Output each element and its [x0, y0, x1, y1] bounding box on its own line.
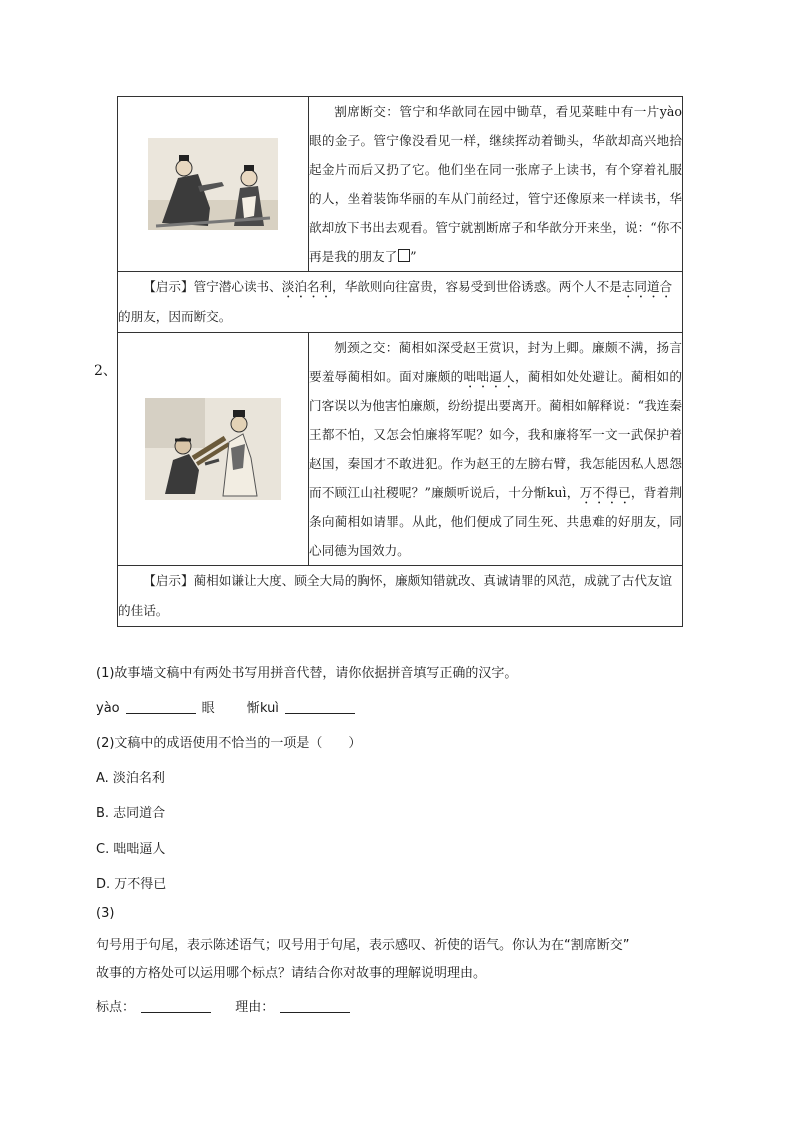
question-3-answers: [96, 996, 356, 1015]
story2-hint-row: [118, 566, 683, 627]
q3-reason-blank[interactable]: [280, 1000, 350, 1013]
q3-punct-blank[interactable]: [141, 1000, 211, 1013]
question-3-line1: 句号用于句尾，表示陈述语气；叹号用于句尾，表示感叹、祈使的语气。你认为在“割席断交”: [96, 938, 630, 953]
story1-part2: 眼的金子。管宁像没看见一样，继续挥动着锄头，华歆却高兴地拾起金片而后又扔了它。他们坐在同一张席子上读书，有个穿着礼服的人，坐着装饰华丽的车从门前经过，管宁还像原来一样读书，华歆却放下书出去观看。管宁就割断席子和华歆分开来坐，说：“你不再是我的朋友了: [309, 133, 682, 264]
story1-hint-part-c: 的朋友，因而断交。: [118, 309, 232, 324]
story2-text: [309, 333, 683, 566]
q3-reason-label: 理由：: [235, 1000, 275, 1015]
story2-illustration: [145, 398, 281, 500]
question-1-prompt: (1)故事墙文稿中有两处书写用拼音代替，请你依据拼音填写正确的汉字。: [96, 666, 518, 681]
idiom-wanbu-deyi: 万不得已: [579, 485, 631, 500]
idiom-duoduo-biren: 咄咄逼人: [463, 369, 515, 384]
story1-row: [118, 97, 683, 272]
question-1-answers: [96, 697, 361, 716]
section-number: 2、: [94, 363, 117, 379]
story2-part2: ，蔺相如处处避让。蔺相如的门客误以为他害怕廉颇，纷纷提出要离开。蔺相如解释说：“我连秦王都不怕，又怎会怕廉将军呢？如今，我和廉将军一文一武保护着赵国，秦国才不敢进犯。作为赵王的左膀右臂，我怎能因私人恩怨而不顾江山社稷呢？”廉颇听说后，十分惭: [309, 369, 683, 500]
story2-part4: ，背着荆条向蔺相如请罪。从此，他们便成了同生死、共患难的好朋友，同心同德为国效力。: [309, 485, 683, 558]
story2-picture-cell: [118, 333, 309, 566]
q3-punct-label: 标点：: [96, 1000, 136, 1015]
story2-part1: 蔺相如深受赵王赏识，封为上卿。廉颇不满，扬言要羞辱蔺相如。面对廉颇的: [309, 340, 683, 384]
story1-hint: [118, 272, 683, 333]
story1-part3: ”: [410, 249, 417, 264]
question-3-number: (3): [96, 906, 115, 921]
story2-hint-label: 【启示】: [143, 573, 194, 588]
story2-hint: [118, 566, 683, 627]
question-3-line2: 故事的方格处可以运用哪个标点？请结合你对故事的理解说明理由。: [96, 966, 487, 981]
punctuation-box: [398, 249, 410, 262]
story2-title: 刎颈之交：: [334, 340, 399, 355]
story1-illustration: [148, 138, 278, 230]
story1-hint-row: [118, 272, 683, 333]
option-d[interactable]: D. 万不得已: [96, 877, 167, 892]
q1-prefix-b: 惭: [246, 701, 260, 716]
story1-part1: 管宁和华歆同在园中锄草，看见菜畦中有一片: [399, 104, 660, 119]
story2-part3: ，: [566, 485, 580, 500]
option-a[interactable]: A. 淡泊名利: [96, 771, 165, 786]
story-table: [117, 96, 683, 627]
story2-pinyin: kuì: [546, 485, 567, 500]
option-c[interactable]: C. 咄咄逼人: [96, 842, 166, 857]
q1-blank-a[interactable]: [126, 701, 196, 714]
story1-hint-label: 【启示】: [143, 279, 194, 294]
story1-picture-cell: [118, 97, 309, 272]
story1-hint-part-b: ，华歆则向往富贵，容易受到世俗诱惑。两个人不是: [332, 279, 622, 294]
story1-text: [309, 97, 683, 272]
q1-blank-b[interactable]: [285, 701, 355, 714]
option-b[interactable]: B. 志同道合: [96, 806, 166, 821]
q1-pinyin-a: yào: [96, 701, 120, 716]
question-2-prompt: (2)文稿中的成语使用不恰当的一项是（ ）: [96, 736, 362, 751]
story1-title: 割席断交：: [334, 104, 400, 119]
idiom-danbo-mingli: 淡泊名利: [281, 279, 333, 294]
story2-hint-text: 蔺相如谦让大度、顾全大局的胸怀，廉颇知错就改、真诚请罪的风范，成就了古代友谊的佳话。: [118, 573, 673, 618]
story2-row: [118, 333, 683, 566]
story1-hint-part-a: 管宁潜心读书、: [193, 279, 282, 294]
q1-pinyin-b: kuì: [259, 701, 279, 716]
q1-suffix-a: 眼: [201, 701, 215, 716]
idiom-zhitong-daohe: 志同道合: [621, 279, 673, 294]
story1-pinyin: yào: [659, 104, 683, 119]
